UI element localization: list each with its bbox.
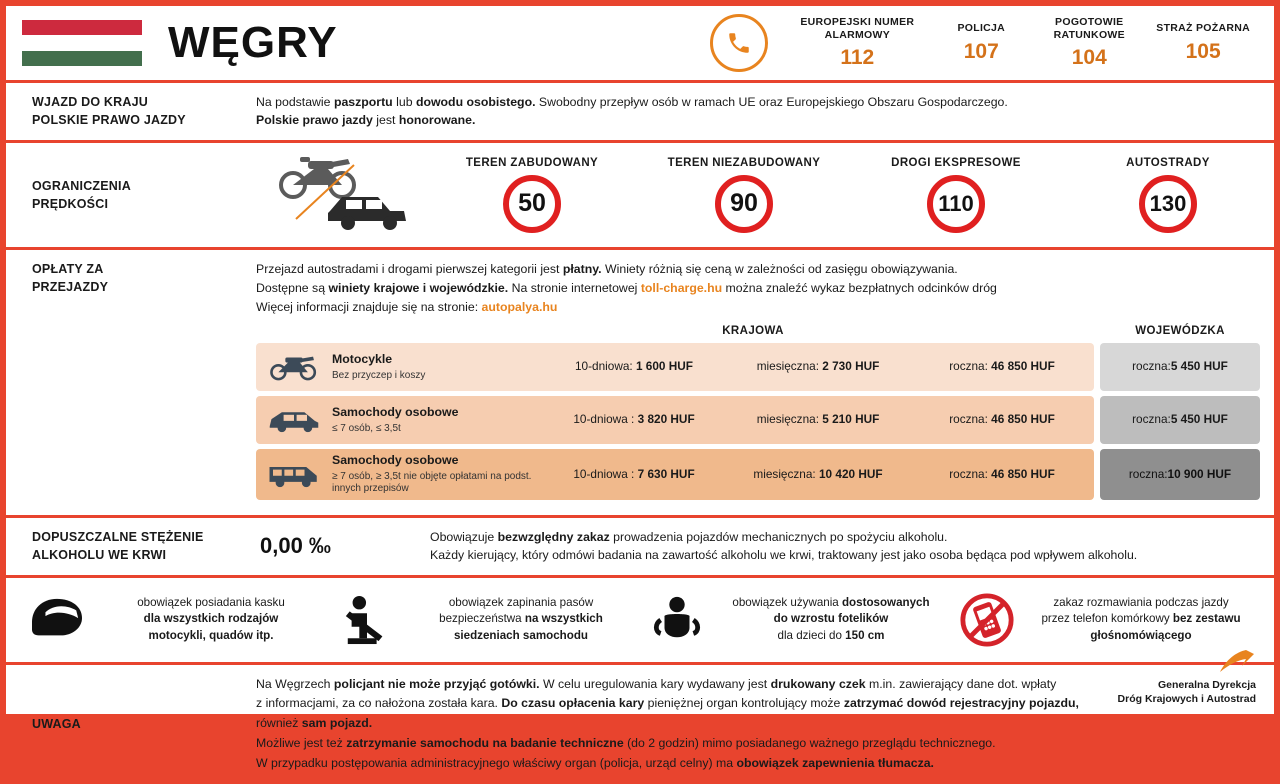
speed-col-motorway <box>1062 157 1274 233</box>
section-speed-limits <box>6 143 1274 247</box>
alcohol-limit-value: 0,00 ‰ <box>256 533 430 559</box>
table-row <box>256 343 1260 391</box>
emergency-ambulance-label-2: RATUNKOWE <box>1054 29 1125 41</box>
notice-label <box>6 665 256 784</box>
picto-child-seat <box>640 595 950 645</box>
no-phone-icon <box>956 592 1018 648</box>
alcohol-label-line2: ALKOHOLU WE KRWI <box>32 548 166 562</box>
section-notice <box>6 665 1274 784</box>
footer-line2: Dróg Krajowych i Autostrad <box>1118 692 1256 706</box>
picto-seatbelt <box>330 594 640 646</box>
emergency-112 <box>800 16 914 70</box>
alcohol-line2: Każdy kierujący, który odmówi badania na zawartość alkoholu we krwi, traktowany jest jako osoba będąca pod wpływem alkoholu. <box>430 546 1260 564</box>
phone-icon <box>710 14 768 72</box>
emergency-112-number: 112 <box>800 46 914 70</box>
alcohol-label-line1: DOPUSZCZALNE STĘŻENIE <box>32 530 204 544</box>
toll-row-name: Samochody osobowe ≤ 7 osób, ≤ 3,5t <box>332 405 542 435</box>
alcohol-body: Obowiązuje bezwzględny zakaz prowadzenia pojazdów mechanicznych po spożyciu alkoholu. Każdy kierujący, który odmówi badania na zawartość alkoholu we krwi, traktowany jest jako osoba będąca pod wpływem alkoholu. <box>430 518 1274 575</box>
toll-cell-regional: roczna: 10 900 HUF <box>1100 449 1260 499</box>
motorcycle-and-car-icon <box>256 147 426 235</box>
emergency-112-label-1: EUROPEJSKI NUMER <box>800 16 914 28</box>
picto-child-seat-text: obowiązek używania dostosowanych do wzrostu fotelików dla dzieci do 150 cm <box>718 595 944 644</box>
speed-caption: DROGI EKSPRESOWE <box>850 157 1062 169</box>
speed-col-rural <box>638 157 850 233</box>
autopalya-link[interactable]: autopalya.hu <box>482 300 558 314</box>
emergency-fire <box>1156 22 1250 63</box>
speed-caption: AUTOSTRADY <box>1062 157 1274 169</box>
toll-row-name: Motocykle Bez przyczep i koszy <box>332 352 542 382</box>
toll-cell-yearly: roczna: 46 850 HUF <box>910 466 1094 484</box>
entry-body: Na podstawie paszportu lub dowodu osobistego. Swobodny przepływ osób w ramach UE oraz Europejskiego Obszaru Gospodarczego. Polskie prawo jazdy jest honorowane. <box>256 83 1274 140</box>
van-icon <box>256 460 332 488</box>
toll-cell-10day: 10-dniowa: 1 600 HUF <box>542 358 726 376</box>
toll-row-van <box>256 449 1094 499</box>
header-wojewodzka: WOJEWÓDZKA <box>1100 323 1260 340</box>
toll-row-car <box>256 396 1094 444</box>
toll-row-name: Samochody osobowe ≥ 7 osób, ≥ 3,5t nie objęte opłatami na podst. innych przepisów <box>332 453 542 495</box>
entry-label <box>6 83 256 140</box>
emergency-ambulance-label-1: POGOTOWIE <box>1055 16 1123 28</box>
footer-logo <box>1118 648 1256 706</box>
tolls-paragraphs: Przejazd autostradami i drogami pierwszej kategorii jest płatny. Winiety różnią się ceną w zależności od zasięgu obowiązywania. Dostępne są winiety krajowe i wojewódzkie. Na stronie internetowej toll-charge.hu można znaleźć wykaz bezpłatnych odcinków dróg Więcej informacji znajduje się na stronie: autopalya.hu <box>256 260 1260 317</box>
toll-cell-10day: 10-dniowa : 7 630 HUF <box>542 466 726 484</box>
speed-caption: TEREN ZABUDOWANY <box>426 157 638 169</box>
speed-sign-110: 110 <box>927 175 985 233</box>
picto-helmet-text: obowiązek posiadania kasku dla wszystkich rodzajów motocykli, quadów itp. <box>98 595 324 644</box>
notice-body: Na Węgrzech policjant nie może przyjąć gotówki. W celu uregulowania kary wydawany jest drukowany czek m.in. zawierający dane dot. wpłaty z informacjami, za co nałożona została kara. Do czasu opłacenia kary pieniężnej organ kontrolujący może zatrzymać dowód rejestracyjny pojazdu, również sam pojazd. Możliwe jest też zatrzymanie samochodu na badanie techniczne (do 2 godzin) mimo posiadanego ważnego przeglądu technicznego. W przypadku postępowania administracyjnego właściwy organ (policja, urząd celny) ma obowiązek zapewnienia tłumacza. <box>256 665 1274 784</box>
toll-cell-yearly: roczna: 46 850 HUF <box>910 358 1094 376</box>
picto-helmet <box>20 595 330 645</box>
speed-sign-130: 130 <box>1139 175 1197 233</box>
emergency-112-label-2: ALARMOWY <box>825 29 890 41</box>
entry-label-line1: WJAZD DO KRAJU <box>32 95 148 109</box>
toll-row-note: ≤ 7 osób, ≤ 3,5t <box>332 423 542 436</box>
motorcycle-icon <box>256 353 332 381</box>
speed-sign-90: 90 <box>715 175 773 233</box>
emergency-fire-label: STRAŻ POŻARNA <box>1156 22 1250 34</box>
header-krajowa: KRAJOWA <box>256 323 1100 340</box>
car-icon <box>256 407 332 433</box>
toll-row-note: Bez przyczep i koszy <box>332 370 542 383</box>
toll-cell-10day: 10-dniowa : 3 820 HUF <box>542 411 726 429</box>
toll-row-motorcycle <box>256 343 1094 391</box>
picto-no-phone <box>950 592 1260 648</box>
picto-seatbelt-text: obowiązek zapinania pasów bezpieczeństwa na wszystkich siedzeniach samochodu <box>408 595 634 644</box>
toll-cell-regional: roczna: 5 450 HUF <box>1100 396 1260 444</box>
footer-text <box>1118 648 1256 706</box>
hungary-flag-icon <box>22 20 142 66</box>
toll-cell-monthly: miesięczna: 10 420 HUF <box>726 466 910 484</box>
section-tolls <box>6 250 1274 515</box>
page-title: WĘGRY <box>168 18 338 68</box>
speed-sign-50: 50 <box>503 175 561 233</box>
emergency-police <box>940 22 1022 63</box>
table-row <box>256 449 1260 499</box>
header <box>6 6 1274 80</box>
speed-caption: TEREN NIEZABUDOWANY <box>638 157 850 169</box>
section-alcohol <box>6 518 1274 575</box>
emergency-numbers <box>710 14 1264 72</box>
speed-label-line2: PRĘDKOŚCI <box>32 197 108 211</box>
speed-label <box>6 167 256 223</box>
section-entry <box>6 83 1274 140</box>
emergency-police-number: 107 <box>940 40 1022 64</box>
alcohol-label <box>6 518 256 574</box>
speed-columns <box>426 157 1274 233</box>
child-seat-icon <box>646 595 708 645</box>
emergency-ambulance-number: 104 <box>1048 46 1130 70</box>
toll-cell-monthly: miesięczna: 5 210 HUF <box>726 411 910 429</box>
footer-line1: Generalna Dyrekcja <box>1118 678 1256 692</box>
toll-charge-link[interactable]: toll-charge.hu <box>641 281 722 295</box>
toll-cell-regional: roczna: 5 450 HUF <box>1100 343 1260 391</box>
section-pictograms <box>6 578 1274 662</box>
table-row <box>256 396 1260 444</box>
helmet-icon <box>26 595 88 645</box>
tolls-label-line1: OPŁATY ZA <box>32 262 103 276</box>
arrow-logo-icon <box>1216 648 1256 676</box>
entry-label-line2: POLSKIE PRAWO JAZDY <box>32 113 186 127</box>
tolls-label-line2: PRZEJAZDY <box>32 280 108 294</box>
notice-label-text: UWAGA <box>32 715 81 733</box>
speed-col-built-up <box>426 157 638 233</box>
toll-row-note: ≥ 7 osób, ≥ 3,5t nie objęte opłatami na podst. innych przepisów <box>332 471 542 496</box>
picto-no-phone-text: zakaz rozmawiania podczas jazdy przez telefon komórkowy bez zestawu głośnomówiącego <box>1028 595 1254 644</box>
tolls-table-headers <box>256 323 1260 340</box>
emergency-ambulance <box>1048 16 1130 70</box>
poster-sheet <box>6 6 1274 714</box>
toll-cell-yearly: roczna: 46 850 HUF <box>910 411 1094 429</box>
tolls-body <box>256 250 1274 515</box>
speed-col-expressway <box>850 157 1062 233</box>
emergency-fire-number: 105 <box>1156 40 1250 64</box>
vehicle-icons <box>256 147 426 243</box>
emergency-police-label: POLICJA <box>957 22 1005 34</box>
speed-label-line1: OGRANICZENIA <box>32 179 131 193</box>
seatbelt-icon <box>336 594 398 646</box>
tolls-label <box>6 250 256 515</box>
toll-cell-monthly: miesięczna: 2 730 HUF <box>726 358 910 376</box>
